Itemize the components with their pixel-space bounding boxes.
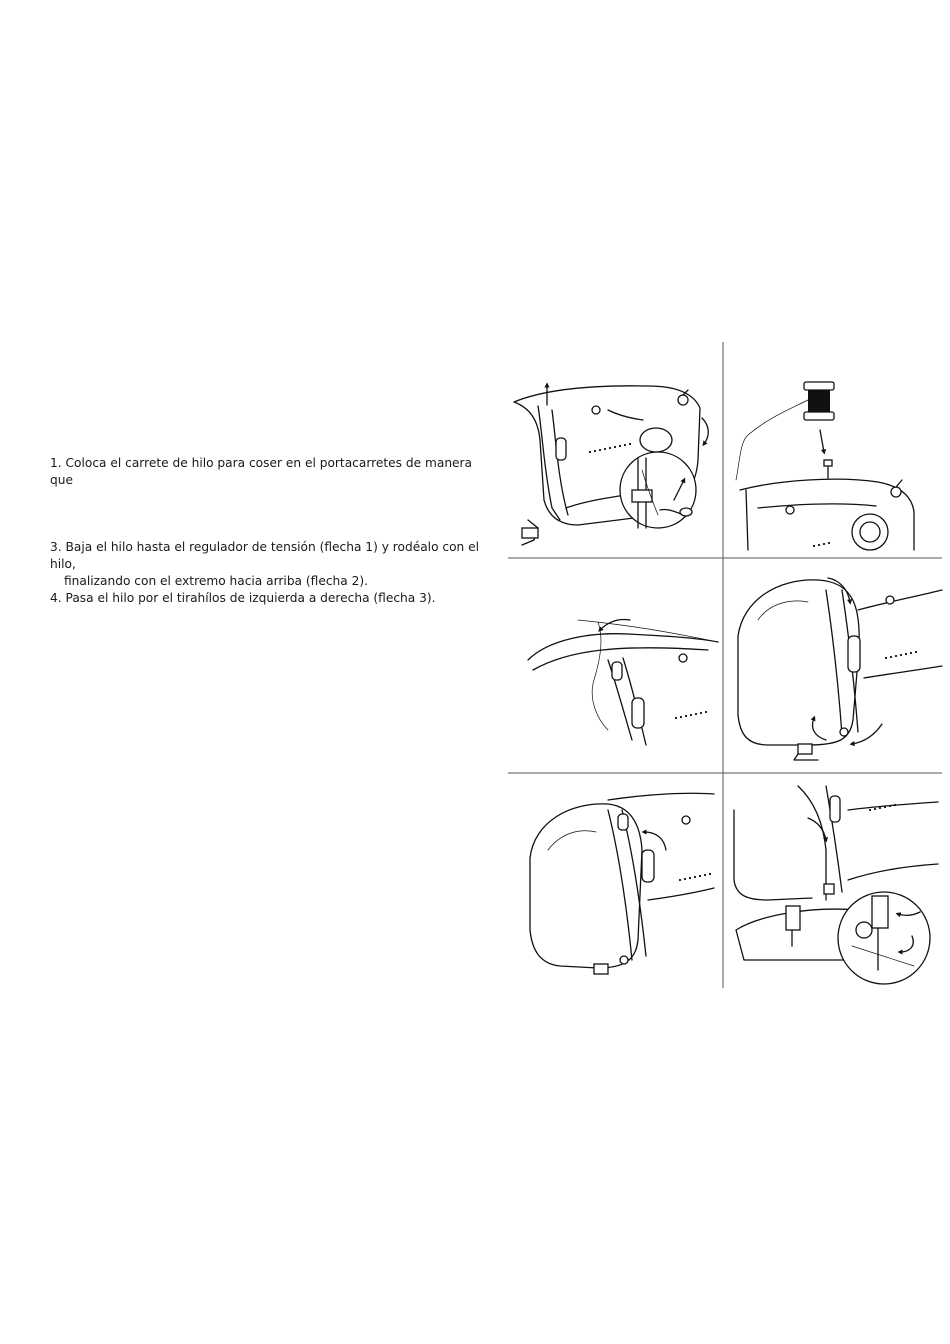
step-4-number: 4. [50,591,62,605]
panel-tension-path [738,578,942,760]
arrow-curve-up-icon [813,718,827,740]
panel-thread-top-guide [528,619,718,745]
stitch-dots [679,873,711,881]
arrow-curve-left-icon [852,724,882,744]
step-3-body-line1: Baja el hilo hasta el regulador de tensión (flecha 1) y rodéalo con el hilo, [50,540,480,571]
arrow-down-icon [820,430,824,452]
step-4-text [50,590,490,607]
arrow-curve-left-icon [644,832,666,850]
stitch-dots [813,542,830,547]
arrow-curve-down-icon [808,818,826,840]
step-1-text [50,455,490,489]
step-3-number: 3. [50,540,62,554]
step-3-body-line2: finalizando con el extremo hacia arriba (flecha 2). [64,574,368,588]
step-1-number: 1. [50,456,62,470]
panel-needle-threading [734,786,938,984]
arrow-curve-down-icon [702,418,708,444]
step-1-body: Coloca el carrete de hilo para coser en el portacarretes de manera que [50,456,473,487]
arrow-curve-left-icon [600,619,630,630]
panel-thread-guide-closeup [514,385,708,545]
stitch-dots [589,443,631,453]
panel-spool-on-pin [736,382,914,550]
step-3-text [50,539,490,590]
thread-spool-icon [804,382,834,420]
stitch-dots [675,711,707,719]
stitch-dots [885,651,917,659]
step-4-body: Pasa el hilo por el tirahílos de izquierda a derecha (flecha 3). [65,591,436,605]
panel-take-up-lever [530,793,714,974]
sewing-machine-threading-illustration [508,340,950,1000]
